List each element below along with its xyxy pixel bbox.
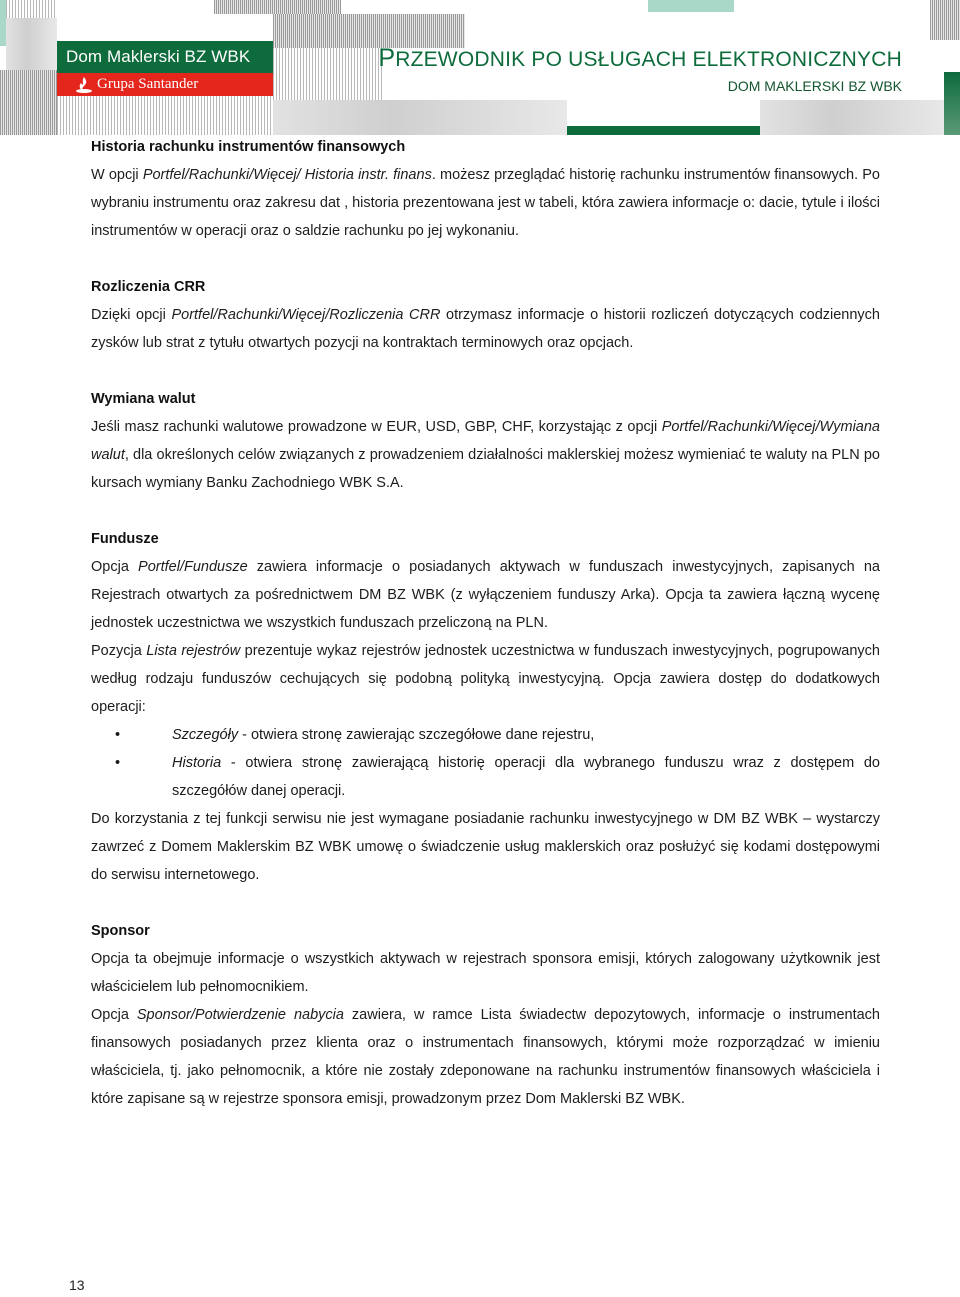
logo-group-name: Grupa Santander bbox=[97, 76, 199, 92]
text-run: , dla określonych celów związanych z prowadzeniem działalności maklerskiej możesz wymieniać te waluty na PLN po kursach wymiany Banku Zachodniego WBK S.A. bbox=[91, 447, 880, 491]
section-heading: Historia rachunku instrumentów finansowych bbox=[91, 139, 406, 155]
section-historia-rachunku bbox=[91, 133, 880, 245]
company-logo bbox=[57, 41, 273, 96]
document-title bbox=[378, 45, 902, 73]
text-run: Jeśli masz rachunki walutowe prowadzone w EUR, USD, GBP, CHF, korzystając z opcji bbox=[91, 419, 662, 435]
paragraph bbox=[91, 413, 880, 497]
document-subtitle: DOM MAKLERSKI BZ WBK bbox=[727, 78, 902, 94]
bullet-icon: • bbox=[115, 755, 121, 771]
page-number: 13 bbox=[69, 1277, 85, 1293]
menu-path: Lista rejestrów bbox=[146, 643, 241, 659]
paragraph bbox=[91, 1001, 880, 1113]
paragraph: Do korzystania z tej funkcji serwisu nie jest wymagane posiadanie rachunku inwestycyjnego w DM BZ WBK – wystarczy zawrzeć z Domem Maklerskim BZ WBK umowę o świadczenie usług maklerskich oraz posłużyć się kodami dostępowymi do serwisu internetowego. bbox=[91, 811, 880, 883]
header-stripe-decoration bbox=[930, 0, 960, 40]
document-title-block bbox=[378, 45, 902, 97]
section-fundusze bbox=[91, 525, 880, 889]
section-wymiana-walut bbox=[91, 385, 880, 497]
paragraph bbox=[91, 161, 880, 245]
operations-list bbox=[91, 721, 880, 805]
header-stripe-decoration bbox=[214, 0, 341, 14]
header-stripe-decoration bbox=[0, 70, 57, 135]
text-run: W opcji bbox=[91, 167, 143, 183]
list-item bbox=[91, 721, 880, 749]
text-run: zawiera informacje o posiadanych aktywach w funduszach inwestycyjnych, zapisanych na Rejestrach otwartych za pośrednictwem DM BZ WBK (z wyłączeniem funduszy Arka). Opcja ta zawiera łączną wycenę jednostek uczestnictwa we wszystkich funduszach przeliczoną na PLN. bbox=[91, 559, 880, 631]
operation-description: - otwiera stronę zawierającą historię operacji dla wybranego funduszu wraz z dostępem do szczegółów danej operacji. bbox=[172, 755, 880, 799]
menu-path: Portfel/Rachunki/Więcej/Rozliczenia CRR bbox=[171, 307, 441, 323]
document-title-initial: P bbox=[378, 44, 396, 72]
document-title-rest: RZEWODNIK PO USŁUGACH ELEKTRONICZNYCH bbox=[395, 48, 902, 71]
document-body bbox=[91, 133, 880, 1141]
header-teal-accent bbox=[648, 0, 734, 12]
menu-path: Sponsor/Potwierdzenie nabycia bbox=[136, 1007, 344, 1023]
header-stripe-decoration bbox=[0, 0, 57, 18]
menu-path: Portfel/Fundusze bbox=[138, 559, 248, 575]
menu-path: Portfel/Rachunki/Więcej/Wymiana walut bbox=[91, 419, 880, 463]
text-run: Opcja bbox=[91, 1007, 137, 1023]
section-heading: Rozliczenia CRR bbox=[91, 279, 206, 295]
text-run: otrzymasz informacje o historii rozliczeń dotyczących codziennych zysków lub strat z tytułu otwartych pozycji na kontraktach terminowych oraz opcjach. bbox=[91, 307, 880, 351]
logo-company-name: Dom Maklerski BZ WBK bbox=[57, 41, 273, 73]
section-rozliczenia-crr bbox=[91, 273, 880, 357]
section-sponsor bbox=[91, 917, 880, 1113]
header-stripe-decoration bbox=[57, 96, 273, 135]
text-run: Pozycja bbox=[91, 643, 147, 659]
header-gray-band bbox=[760, 100, 944, 135]
operation-name: Szczegóły bbox=[172, 727, 239, 743]
menu-path: Portfel/Rachunki/Więcej/ Historia instr. finans bbox=[142, 167, 432, 183]
text-run: Opcja bbox=[91, 559, 139, 575]
text-run: Dzięki opcji bbox=[91, 307, 172, 323]
logo-group-name-row bbox=[57, 73, 273, 96]
paragraph bbox=[91, 637, 880, 721]
bullet-icon: • bbox=[115, 727, 121, 743]
header-stripe-decoration bbox=[273, 48, 383, 100]
header-gray-band bbox=[273, 100, 567, 135]
list-item bbox=[91, 749, 880, 805]
paragraph: Opcja ta obejmuje informacje o wszystkich aktywach w rejestrach sponsora emisji, których zalogowany użytkownik jest właścicielem lub pełnomocnikiem. bbox=[91, 951, 880, 995]
santander-flame-icon bbox=[75, 76, 93, 93]
header-green-corner bbox=[944, 72, 960, 135]
text-run: . możesz przeglądać historię rachunku instrumentów finansowych. Po wybraniu instrumentu oraz zakresu dat , historia prezentowana jest w tabeli, która zawiera informacje o: dacie, tytule i ilości instrumentów w operacji oraz o saldzie rachunku po jej wykonaniu. bbox=[91, 167, 881, 239]
operation-name: Historia bbox=[172, 755, 222, 771]
header-stripe-decoration bbox=[273, 14, 465, 48]
section-heading: Wymiana walut bbox=[91, 391, 196, 407]
page-header bbox=[0, 0, 960, 135]
paragraph bbox=[91, 553, 880, 637]
section-heading: Fundusze bbox=[91, 531, 159, 547]
text-run: prezentuje wykaz rejestrów jednostek uczestnictwa w funduszach inwestycyjnych, pogrupowanych według rodzaju funduszów cechujących się podobną polityką inwestycyjną. Opcja zawiera dostęp do dodatkowych operacji: bbox=[91, 643, 880, 715]
section-heading: Sponsor bbox=[91, 923, 150, 939]
paragraph bbox=[91, 301, 880, 357]
text-run: zawiera, w ramce Lista świadectw depozytowych, informacje o instrumentach finansowych posiadanych przez klienta oraz o instrumentach finansowych, którymi może rozporządzać w imieniu właściciela, tj. jako pełnomocnik, a które nie zostały zdeponowane na rachunku instrumentów finansowych właściciela i które zapisane są w rejestrze sponsora emisji, prowadzonym przez Dom Maklerski BZ WBK. bbox=[91, 1007, 880, 1107]
operation-description: - otwiera stronę zawierając szczegółowe dane rejestru, bbox=[238, 727, 595, 743]
